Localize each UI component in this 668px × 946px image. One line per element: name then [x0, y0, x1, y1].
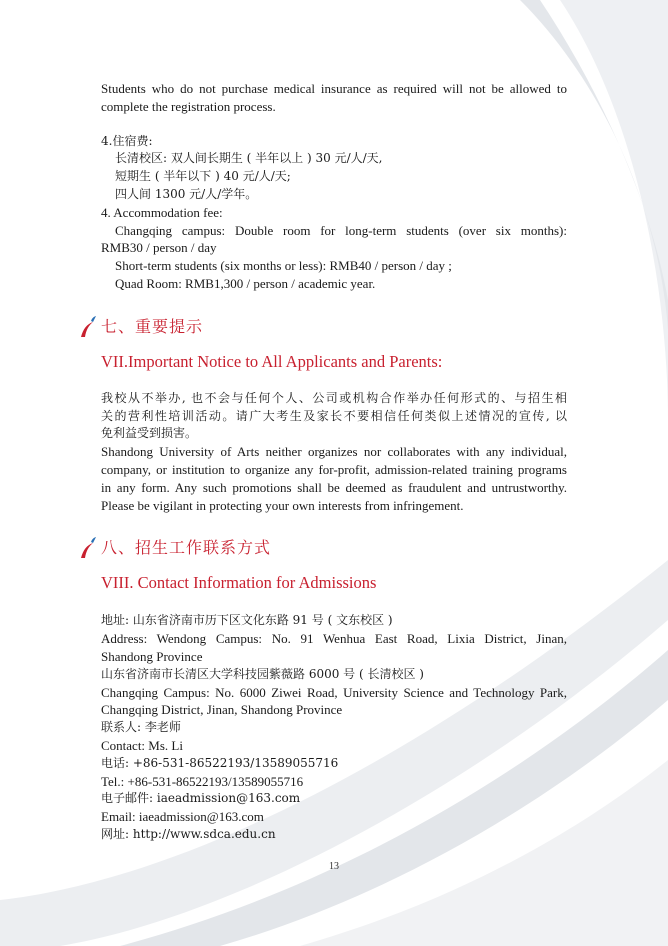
section7-en-line: Shandong University of Arts neither organizes nor collaborates with any individual, [101, 444, 567, 460]
accommodation-en-heading: 4. Accommodation fee: [101, 204, 223, 220]
email-en: Email: iaeadmission@163.com [101, 809, 264, 825]
accommodation-en-line: Quad Room: RMB1,300 / person / academic year. [115, 275, 376, 291]
page-content [101, 80, 567, 844]
section7-zh-paragraph [101, 390, 567, 443]
insurance-note-line: complete the registration process. [101, 98, 276, 114]
website-zh: 网址: http://www.sdca.edu.cn [101, 826, 276, 841]
address2-en-line: Changqing District, Jinan, Shandong Province [101, 702, 343, 718]
section7-en-line: in any form. Any such promotions shall be deemed as fraudulent and untrustworthy. [101, 479, 567, 495]
accommodation-block [101, 133, 567, 293]
section-marker-icon [77, 536, 99, 560]
section7-en-line: company, or institution to organize any for-profit, admission-related training programs [101, 461, 567, 477]
accommodation-zh-line: 四人间 1300 元/人/学年。 [115, 186, 258, 201]
accommodation-en-line: Changqing campus: Double room for long-term students (over six months): [115, 222, 567, 238]
section-marker-icon [77, 315, 99, 339]
contact-block [101, 612, 567, 843]
section8-heading [77, 536, 567, 560]
address-zh: 地址: 山东省济南市历下区文化东路 91 号 ( 文东校区 ) [101, 613, 393, 628]
contact-en: Contact: Ms. Li [101, 737, 183, 753]
email-zh: 电子邮件: iaeadmission@163.com [101, 791, 301, 806]
insurance-note [101, 80, 567, 116]
insurance-note-line: Students who do not purchase medical insurance as required will not be allowed to [101, 81, 567, 96]
tel-en: Tel.: +86-531-86522193/13589055716 [101, 773, 304, 789]
page-number: 13 [329, 861, 339, 872]
address-en-line: Address: Wendong Campus: No. 91 Wenhua East Road, Lixia District, Jinan, [101, 631, 567, 647]
section7-zh-title: 七、重要提示 [101, 316, 204, 336]
address-en-line: Shandong Province [101, 648, 203, 664]
accommodation-en-line: Short-term students (six months or less): RMB40 / person / day ; [115, 258, 452, 274]
accommodation-zh-line: 长清校区: 双人间长期生 ( 半年以上 ) 30 元/人/天, [115, 151, 383, 166]
section7-en-paragraph [101, 443, 567, 514]
section8-en-title: VIII. Contact Information for Admissions [101, 573, 377, 593]
address2-zh: 山东省济南市长清区大学科技园紫薇路 6000 号 ( 长清校区 ) [101, 666, 424, 681]
address2-en-line: Changqing Campus: No. 6000 Ziwei Road, University Science and Technology Park, [101, 684, 567, 700]
tel-zh: 电话: +86-531-86522193/13589055716 [101, 755, 339, 770]
contact-zh: 联系人: 李老师 [101, 720, 181, 735]
section7-heading [77, 315, 567, 339]
section7-zh-line: 我校从不举办, 也不会与任何个人、公司或机构合作举办任何形式的、与招生相 [101, 390, 567, 405]
accommodation-en-line: RMB30 / person / day [101, 240, 217, 256]
section7-zh-line: 关的营利性培训活动。请广大考生及家长不要相信任何类似上述情况的宣传, 以 [101, 408, 567, 423]
accommodation-zh-line: 短期生 ( 半年以下 ) 40 元/人/天; [115, 169, 291, 184]
section7-zh-line: 免利益受到损害。 [101, 426, 198, 441]
accommodation-zh-heading: 4.住宿费: [101, 133, 153, 148]
section7-en-line: Please be vigilant in protecting your own interests from infringement. [101, 497, 464, 513]
section7-en-title: VII.Important Notice to All Applicants and Parents: [101, 351, 443, 371]
section8-zh-title: 八、招生工作联系方式 [101, 538, 272, 558]
